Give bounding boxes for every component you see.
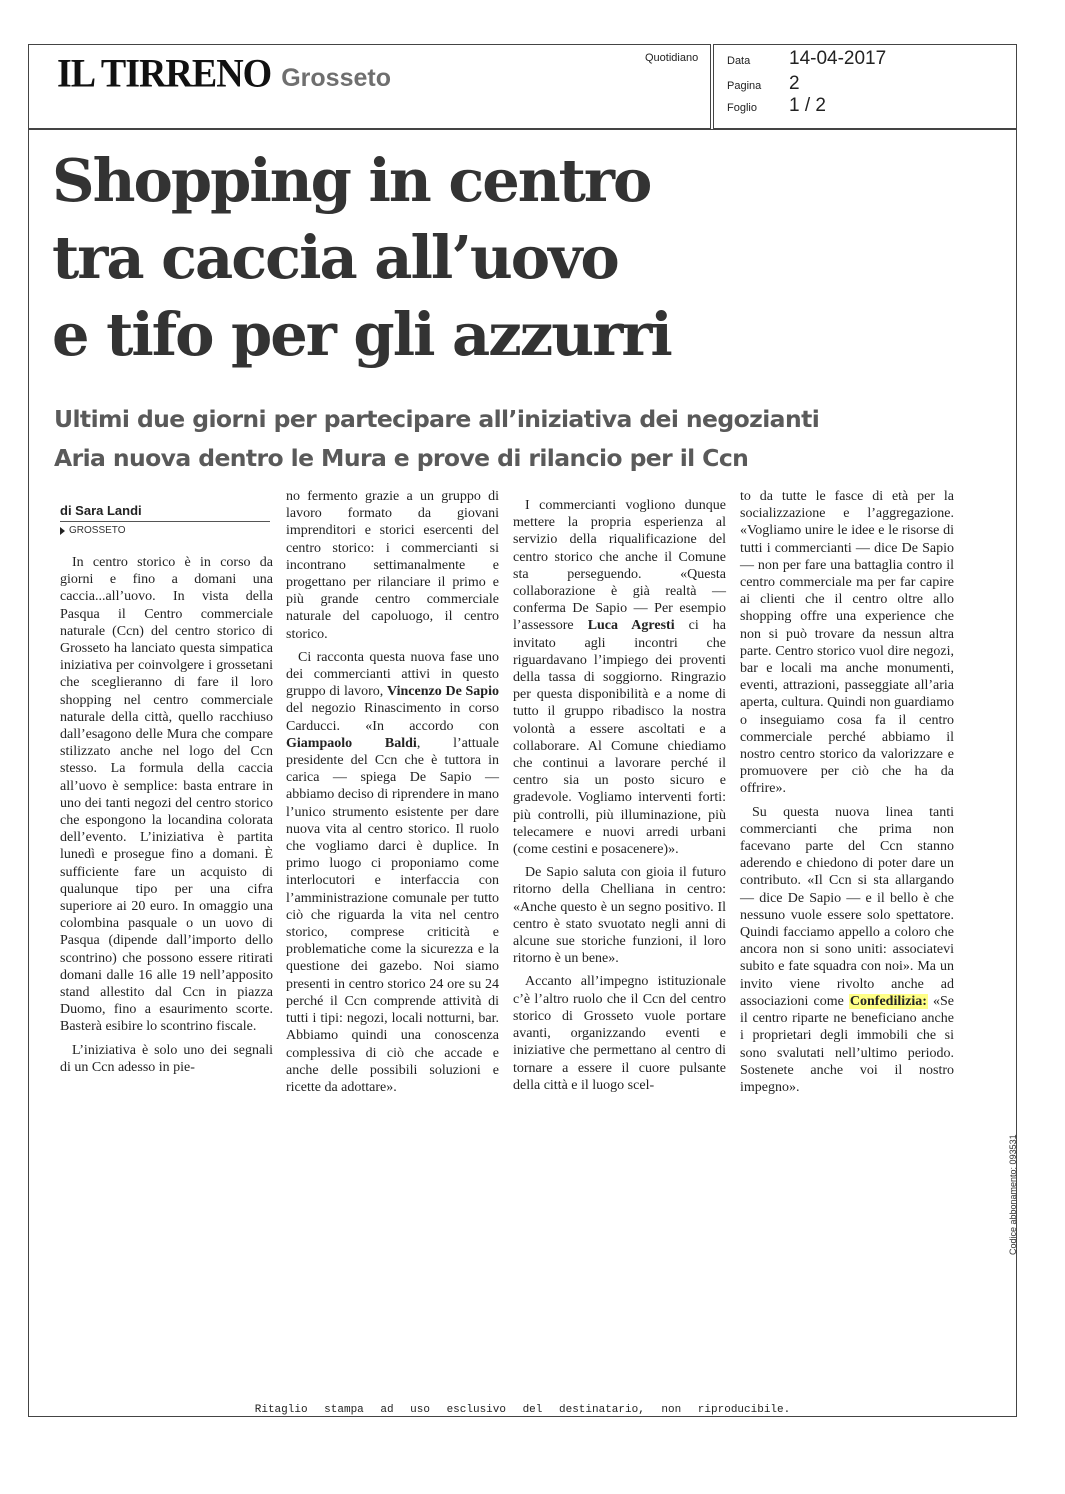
subheadline-line: Ultimi due giorni per partecipare all’iniziativa dei negozianti	[54, 405, 820, 433]
paragraph: Accanto all’impegno istituzionale c’è l’altro ruolo che il Ccn del centro storico di Grosseto vuole portare avanti, organizzando eventi e iniziative che permettano al centro di tornare a essere il cuore pulsante della città e il luogo scel-	[513, 974, 726, 1093]
text-run: , l’attuale presidente del Ccn che è tuttora in carica — spiega De Sapio — abbiamo deciso di riprendere in mano l’unico strumento esistente per dare nuova vita al centro storico. Il ruolo che vogliamo darci è duplice. In primo luogo ci proponiamo come interlocutori e interfaccia con l’amministrazione comunale per tutto ciò che riguarda la vita nel centro storico, comprese criticità e problematiche come la sicurezza e la questione dei gazebo. Noi siamo presenti in centro storico 24 ore su 24 perché il Ccn comprende attività di tutti i tipi: negozi, locali notturni, bar. Abbiamo quindi una conoscenza complessiva di ciò che accade e anche delle possibili soluzioni e ricette da adottare».	[286, 735, 499, 1095]
masthead	[57, 52, 391, 96]
article-column-4	[740, 488, 954, 1096]
subscription-code: Codice abbonamento: 093531	[1008, 1134, 1018, 1255]
text-run: Ci racconta questa nuova fase uno dei commercianti attivi in questo gruppo di lavoro,	[286, 649, 499, 700]
article-column-1	[60, 554, 273, 1076]
paragraph: In centro storico è in corso da giorni e fino a domani una caccia...all’uovo. In vista della Pasqua il Centro commerciale naturale (Ccn) del centro storico di Grosseto ha lanciato questa simpatica iniziativa per coinvolgere i grossetani che sceglieranno di fare il loro shopping nel centro commerciale naturale della città, quello racchiuso dall’esagono delle Mura che compare stilizzato anche nel logo del Ccn stesso. La formula della caccia all’uovo è semplice: basta entrare in uno dei tanti negozi del centro storico che espongono la locandina colorata dell’evento. L’iniziativa è partita lunedì e prosegue fino a domani. È sufficiente fare un acquisto di qualunque tipo per una cifra superiore ai 20 euro. In omaggio una colombina pasquale o un uovo di Pasqua (dipende dall’importo dello scontrino) che possono essere ritirati domani dalle 16 alle 19 nell’apposito stand allestito dal Ccn in piazza Duomo, fino a esaurimento scorte. Basterà esibire lo scontrino fiscale.	[60, 555, 273, 1035]
byline-rule	[60, 521, 270, 522]
subheadline	[54, 400, 819, 478]
date-value: 14-04-2017	[789, 48, 887, 69]
headline-line: e tifo per gli azzurri	[52, 300, 671, 369]
person-name: Vincenzo De Sapio	[387, 684, 499, 700]
text-run: Su questa nuova linea tanti commercianti che prima non facevano parte del Ccn stanno aderendo e chiedono di poter dare un contributo. «Il Ccn si sta allargando — dice De Sapio — e il bello è che nessuno vuole essere solo spettatore. Quindi facciamo appello a coloro che ancora non si sono uniti: associatevi subito e fate squadra con noi». Ma un invito viene rivolto anche ad associazioni come	[740, 804, 954, 1009]
date-row	[727, 48, 886, 70]
clipping-notice: Ritaglio stampa ad uso esclusivo del destinatario, non riproducibile.	[254, 1404, 791, 1416]
page-label: Pagina	[727, 80, 762, 92]
article-column-3	[513, 497, 726, 1094]
text-run: del negozio Rinascimento in corso Carducci. «In accordo con	[286, 701, 499, 734]
article-column-2	[286, 488, 499, 1096]
date-label: Data	[727, 55, 751, 67]
paragraph: no fermento grazie a un gruppo di lavoro formato da giovani imprenditori e storici esercenti del centro storico: i commercianti si incontrano settimanalmente e progettano per rilanciare il primo e più grande centro commerciale naturale del capoluogo, il centro storico.	[286, 489, 499, 642]
person-name: Giampaolo Baldi	[286, 735, 417, 751]
paragraph: L’iniziativa è solo uno dei segnali di un Ccn adesso in pie-	[60, 1042, 273, 1075]
headline	[52, 142, 671, 373]
paragraph: De Sapio saluta con gioia il futuro ritorno della Chelliana in centro: «Anche questo è un segno positivo. Il centro è stato svuotato negli anni di alcune sue storiche funzioni, il loro ritorno è un bene».	[513, 865, 726, 967]
dateline	[60, 525, 270, 536]
person-name: Luca Agresti	[587, 618, 675, 634]
headline-line: Shopping in centro	[52, 146, 651, 215]
byline	[60, 503, 270, 536]
text-run: ci ha invitato agli incontri che riguardavano l’impiego dei proventi della tassa di soggiorno. Ringrazio per questa disponibilità e a nome di tutto il gruppo ribadisco la nostra volontà a essere ascoltati e a collaborare. Al Comune chiediamo che continui a lavorare perché il centro sia un posto sicuro e gradevole. Vogliamo interventi forti: più controlli, più illuminazione, più telecamere e nuovi arredi urbani (come cestini e posacenere)».	[513, 618, 726, 858]
dateline-place: GROSSETO	[69, 525, 126, 536]
text-run: I commercianti vogliono dunque mettere la propria esperienza al servizio della riqualificazione del centro storico che anche il Comune sta perseguendo. «Questa collaborazione è già realtà — conferma De Sapio — Per esempio l’assessore	[513, 498, 726, 634]
sheet-label: Foglio	[727, 102, 757, 114]
triangle-icon	[60, 527, 65, 535]
page-value: 2	[789, 73, 800, 94]
text-run: «Se il centro riparte ne beneficiano anche i proprietari degli immobili che si sono svalutati nell’ultimo periodo. Sostenete anche voi il nostro impegno».	[740, 993, 954, 1095]
newspaper-name: IL TIRRENO	[57, 51, 272, 97]
headline-line: tra caccia all’uovo	[52, 223, 618, 292]
paragraph: to da tutte le fasce di età per la socializzazione e l’aggregazione. «Vogliamo unire le idee e le risorse di tutti i commercianti — dice De Sapio — non per fare una battaglia contro il centro commerciale ma per far capire ai clienti che il centro oltre allo shopping offre una experience che non si può trovare da nessun altra parte. Centro storico vuol dire negozi, bar e locali ma anche monumenti, eventi, attrazioni, passeggiate all’aria aperta, cultura. Quindi non guardiamo o inseguiamo cosa fa il centro commerciale perché abbiamo il nostro centro storico da valorizzare e promuovere per ciò che ha da offrire».	[740, 489, 954, 797]
edition-name: Grosseto	[281, 64, 391, 92]
sheet-value: 1 / 2	[789, 95, 826, 116]
frequency-label: Quotidiano	[645, 52, 699, 64]
paragraph	[513, 497, 726, 858]
page-row	[727, 73, 800, 95]
highlighted-term: Confedilizia:	[849, 993, 927, 1009]
author: di Sara Landi	[60, 503, 142, 518]
paragraph	[286, 649, 499, 1096]
paragraph	[740, 804, 954, 1096]
subheadline-line: Aria nuova dentro le Mura e prove di rilancio per il Ccn	[54, 444, 749, 472]
sheet-row	[727, 95, 826, 117]
